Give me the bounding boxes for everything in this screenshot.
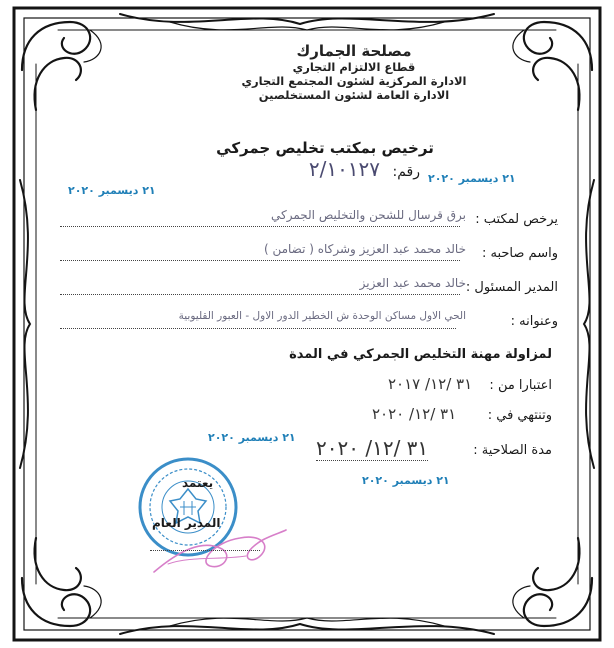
office-line (60, 226, 460, 227)
adopt-label: يعتمد (182, 476, 214, 490)
address-line (60, 328, 456, 329)
office-value: برق قرسال للشحن والتخليص الجمركي (271, 208, 466, 222)
manager-value: خالد محمد عبد العزيز (359, 276, 466, 290)
license-number-value: ٢/١٠١٢٧ (308, 157, 381, 181)
from-label: اعتبارا من : (489, 378, 552, 393)
manager-line (60, 294, 460, 295)
manager-label: المدير المسئول : (465, 280, 558, 295)
authority-line-2: قطاع الالتزام التجاري (292, 60, 416, 74)
to-date: ٣١ /١٢/ ٢٠٢٠ (372, 405, 457, 423)
date-stamp: ٢١ ديسمبر ٢٠٢٠ (68, 184, 156, 197)
license-number-row: رقم: ٢/١٠١٢٧ (308, 157, 420, 181)
license-number-label: رقم (397, 164, 420, 180)
office-label: يرخص لمكتب : (475, 212, 558, 227)
owner-value: خالد محمد عبد العزيز وشركاه ( تضامن ) (263, 242, 466, 256)
issuing-authority-header (234, 42, 474, 102)
validity-label: مدة الصلاحية : (473, 443, 552, 458)
from-date: ٣١ /١٢/ ٢٠١٧ (388, 375, 473, 393)
authority-line-3: الادارة المركزية لشئون المجتمع التجاري (241, 74, 467, 88)
owner-label: واسم صاحبه : (481, 246, 558, 261)
date-stamp: ٢١ ديسمبر ٢٠٢٠ (362, 474, 450, 487)
date-stamp: ٢١ ديسمبر ٢٠٢٠ (208, 431, 296, 444)
owner-line (60, 260, 460, 261)
date-stamp: ٢١ ديسمبر ٢٠٢٠ (428, 172, 516, 185)
signature-line (150, 550, 260, 551)
authority-line-1: مصلحة الجمارك (296, 42, 412, 60)
general-manager-title: المدير العام (152, 516, 221, 530)
address-label: وعنوانه : (510, 314, 558, 329)
address-value: الحي الاول مساكن الوحدة ش الخطير الدور الاول - العبور القليوبية (178, 310, 466, 322)
practice-statement: لمزاولة مهنة التخليص الجمركي في المدة (289, 347, 552, 362)
validity-date: ٣١ /١٢/ ٢٠٢٠ (316, 436, 429, 460)
authority-line-4: الادارة العامة لشئون المستخلصين (258, 88, 450, 102)
document-title: ترخيص بمكتب تخليص جمركي (216, 139, 434, 157)
to-label: وتنتهي في : (487, 408, 552, 423)
